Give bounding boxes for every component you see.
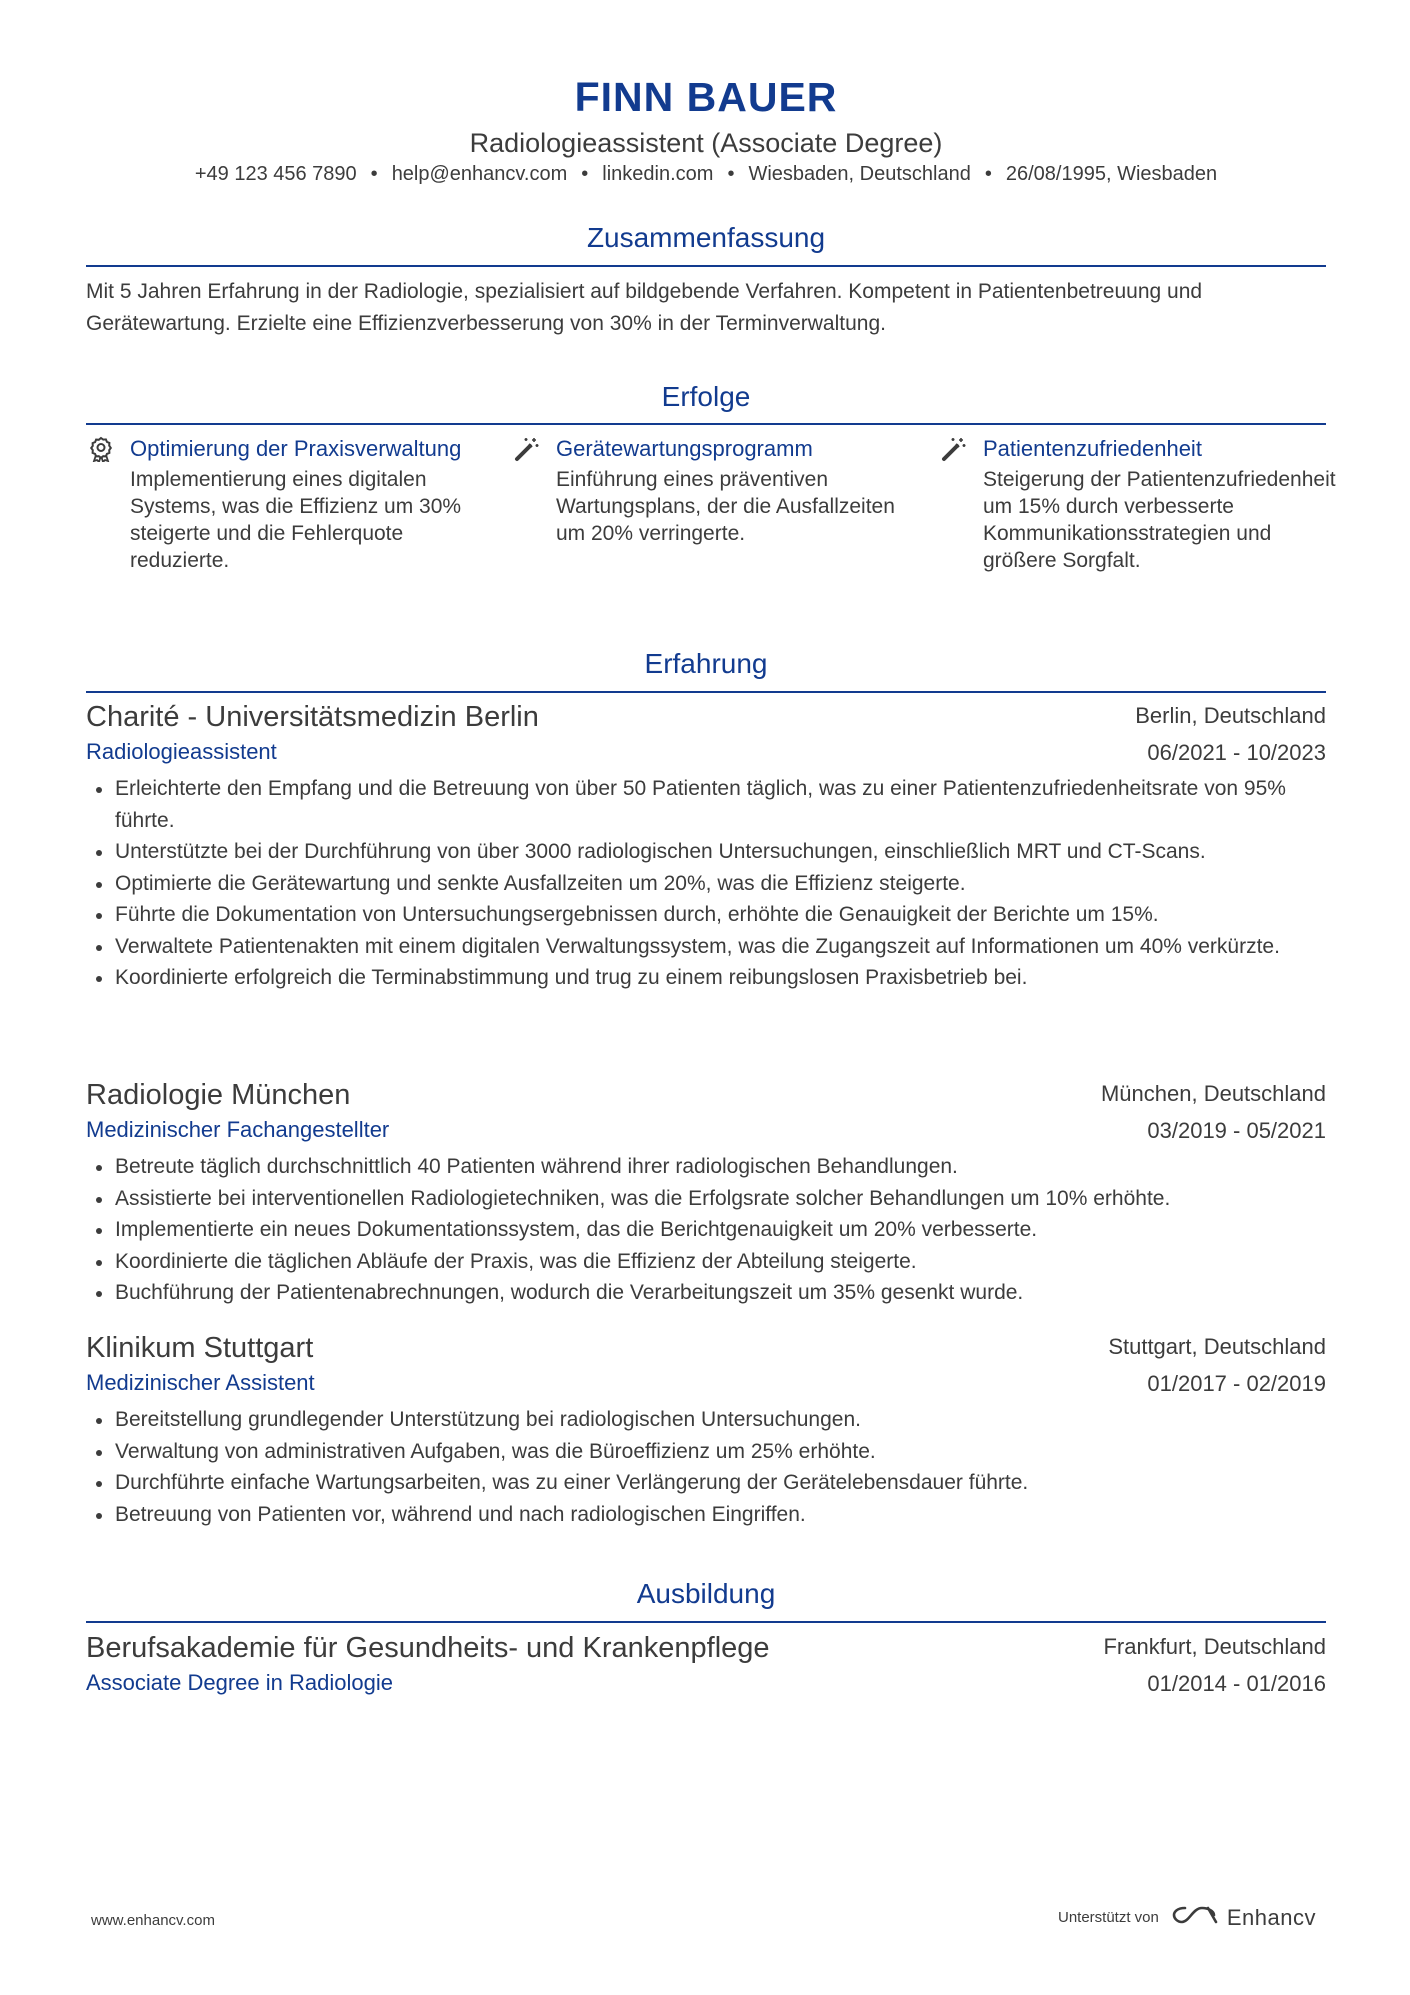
job-bullet: Durchführte einfache Wartungsarbeiten, was zu einer Verlängerung der Gerätelebensdauer führte. (86, 1467, 1326, 1499)
achievement-item (514, 434, 914, 547)
bullet-separator: • (984, 163, 992, 185)
footer-url[interactable]: www.enhancv.com (91, 1912, 215, 1929)
enhancv-logo-text: Enhancv (1226, 1904, 1316, 1930)
summary-text: Mit 5 Jahren Erfahrung in der Radiologie, spezialisiert auf bildgebende Verfahren. Kompetent in Patientenbetreuung und Gerätewartung. Erzielte eine Effizienzverbesserung von 30% in der Terminverwaltung. (86, 280, 1203, 335)
linkedin-link[interactable]: linkedin.com (602, 163, 714, 185)
job-bullet: Verwaltete Patientenakten mit einem digitalen Verwaltungssystem, was die Zugangszeit auf Informationen um 40% verkürzte. (86, 931, 1326, 963)
job-bullet: Assistierte bei interventionellen Radiologietechniken, was die Erfolgsrate solcher Behandlungen um 10% erhöhte. (86, 1183, 1326, 1215)
section-divider (86, 265, 1326, 267)
job-bullet: Implementierte ein neues Dokumentationssystem, das die Berichtgenauigkeit um 20% verbesserte. (86, 1214, 1326, 1246)
achievement-item (88, 434, 488, 574)
bullet-separator: • (727, 163, 735, 185)
job-location: Berlin, Deutschland (1135, 703, 1326, 728)
magic-wand-icon (941, 436, 967, 462)
job-bullet: Optimierte die Gerätewartung und senkte Ausfallzeiten um 20%, was die Effizienz steigerte. (86, 868, 1326, 900)
education-school: Berufsakademie für Gesundheits- und Krankenpflege (86, 1632, 770, 1664)
candidate-title: Radiologieassistent (Associate Degree) (469, 128, 943, 158)
section-title-education: Ausbildung (636, 1578, 776, 1609)
achievement-description: Steigerung der Patientenzufriedenheit um 15% durch verbesserte Kommunikationsstrategien und größere Sorgfalt. (983, 468, 1336, 572)
job-bullet-list (86, 1151, 1326, 1309)
job-bullet: Koordinierte die täglichen Abläufe der Praxis, was die Effizienz der Abteilung steigerte. (86, 1246, 1326, 1278)
job-bullet: Verwaltung von administrativen Aufgaben, was die Büroeffizienz um 25% erhöhte. (86, 1436, 1326, 1468)
job-bullet: Buchführung der Patientenabrechnungen, wodurch die Verarbeitungszeit um 35% gesenkt wurde. (86, 1277, 1326, 1309)
location-text: Wiesbaden, Deutschland (748, 163, 971, 185)
phone-text: +49 123 456 7890 (194, 163, 357, 185)
achievement-description: Einführung eines präventiven Wartungsplans, der die Ausfallzeiten um 20% verringerte. (556, 468, 895, 545)
job-dates: 03/2019 - 05/2021 (1147, 1118, 1326, 1143)
job-company: Charité - Universitätsmedizin Berlin (86, 701, 539, 733)
achievement-description: Implementierung eines digitalen Systems, was die Effizienz um 30% steigerte und die Fehlerquote reduzierte. (130, 468, 462, 572)
achievement-title: Patientenzufriedenheit (983, 436, 1202, 461)
bullet-separator: • (581, 163, 589, 185)
achievement-title: Optimierung der Praxisverwaltung (130, 436, 462, 461)
job-bullet: Unterstützte bei der Durchführung von über 3000 radiologischen Untersuchungen, einschließlich MRT und CT-Scans. (86, 836, 1326, 868)
achievement-item (941, 434, 1341, 574)
powered-by-text: Unterstützt von (1057, 1909, 1159, 1926)
achievement-title: Gerätewartungsprogramm (556, 436, 813, 461)
birth-info-text: 26/08/1995, Wiesbaden (1005, 163, 1218, 185)
education-degree: Associate Degree in Radiologie (86, 1670, 393, 1695)
section-title-summary: Zusammenfassung (586, 222, 826, 253)
education-dates: 01/2014 - 01/2016 (1147, 1671, 1326, 1696)
job-bullet-list (86, 1404, 1326, 1530)
job-bullet-list (86, 773, 1326, 994)
education-location: Frankfurt, Deutschland (1103, 1634, 1326, 1659)
section-divider (86, 691, 1326, 693)
job-company: Radiologie München (86, 1079, 351, 1111)
email-link[interactable]: help@enhancv.com (391, 163, 568, 185)
job-bullet: Betreute täglich durchschnittlich 40 Patienten während ihrer radiologischen Behandlungen. (86, 1151, 1326, 1183)
section-title-experience: Erfahrung (644, 648, 768, 679)
job-location: München, Deutschland (1100, 1081, 1326, 1106)
section-title-achievements: Erfolge (661, 381, 751, 412)
job-role: Medizinischer Fachangestellter (86, 1117, 390, 1142)
job-bullet: Erleichterte den Empfang und die Betreuung von über 50 Patienten täglich, was zu einer Patientenzufriedenheitsrate von 95% führte. (86, 773, 1326, 836)
enhancv-logo-icon (1171, 1904, 1219, 1931)
job-dates: 06/2021 - 10/2023 (1147, 740, 1326, 765)
job-company: Klinikum Stuttgart (86, 1332, 314, 1364)
footer-brand[interactable] (1058, 1904, 1316, 1931)
job-bullet: Betreuung von Patienten vor, während und nach radiologischen Eingriffen. (86, 1499, 1326, 1531)
contact-line (86, 163, 1326, 186)
job-role: Medizinischer Assistent (86, 1370, 315, 1395)
award-icon (88, 436, 114, 462)
section-divider (86, 1621, 1326, 1623)
candidate-name: FINN BAUER (574, 74, 838, 120)
bullet-separator: • (370, 163, 378, 185)
job-bullet: Bereitstellung grundlegender Unterstützung bei radiologischen Untersuchungen. (86, 1404, 1326, 1436)
job-location: Stuttgart, Deutschland (1108, 1334, 1326, 1359)
job-bullet: Führte die Dokumentation von Untersuchungsergebnissen durch, erhöhte die Genauigkeit der Berichte um 15%. (86, 899, 1326, 931)
job-bullet: Koordinierte erfolgreich die Terminabstimmung und trug zu einem reibungslosen Praxisbetrieb bei. (86, 962, 1326, 994)
job-dates: 01/2017 - 02/2019 (1147, 1371, 1326, 1396)
job-role: Radiologieassistent (86, 739, 277, 764)
magic-wand-icon (514, 436, 540, 462)
section-divider (86, 423, 1326, 425)
